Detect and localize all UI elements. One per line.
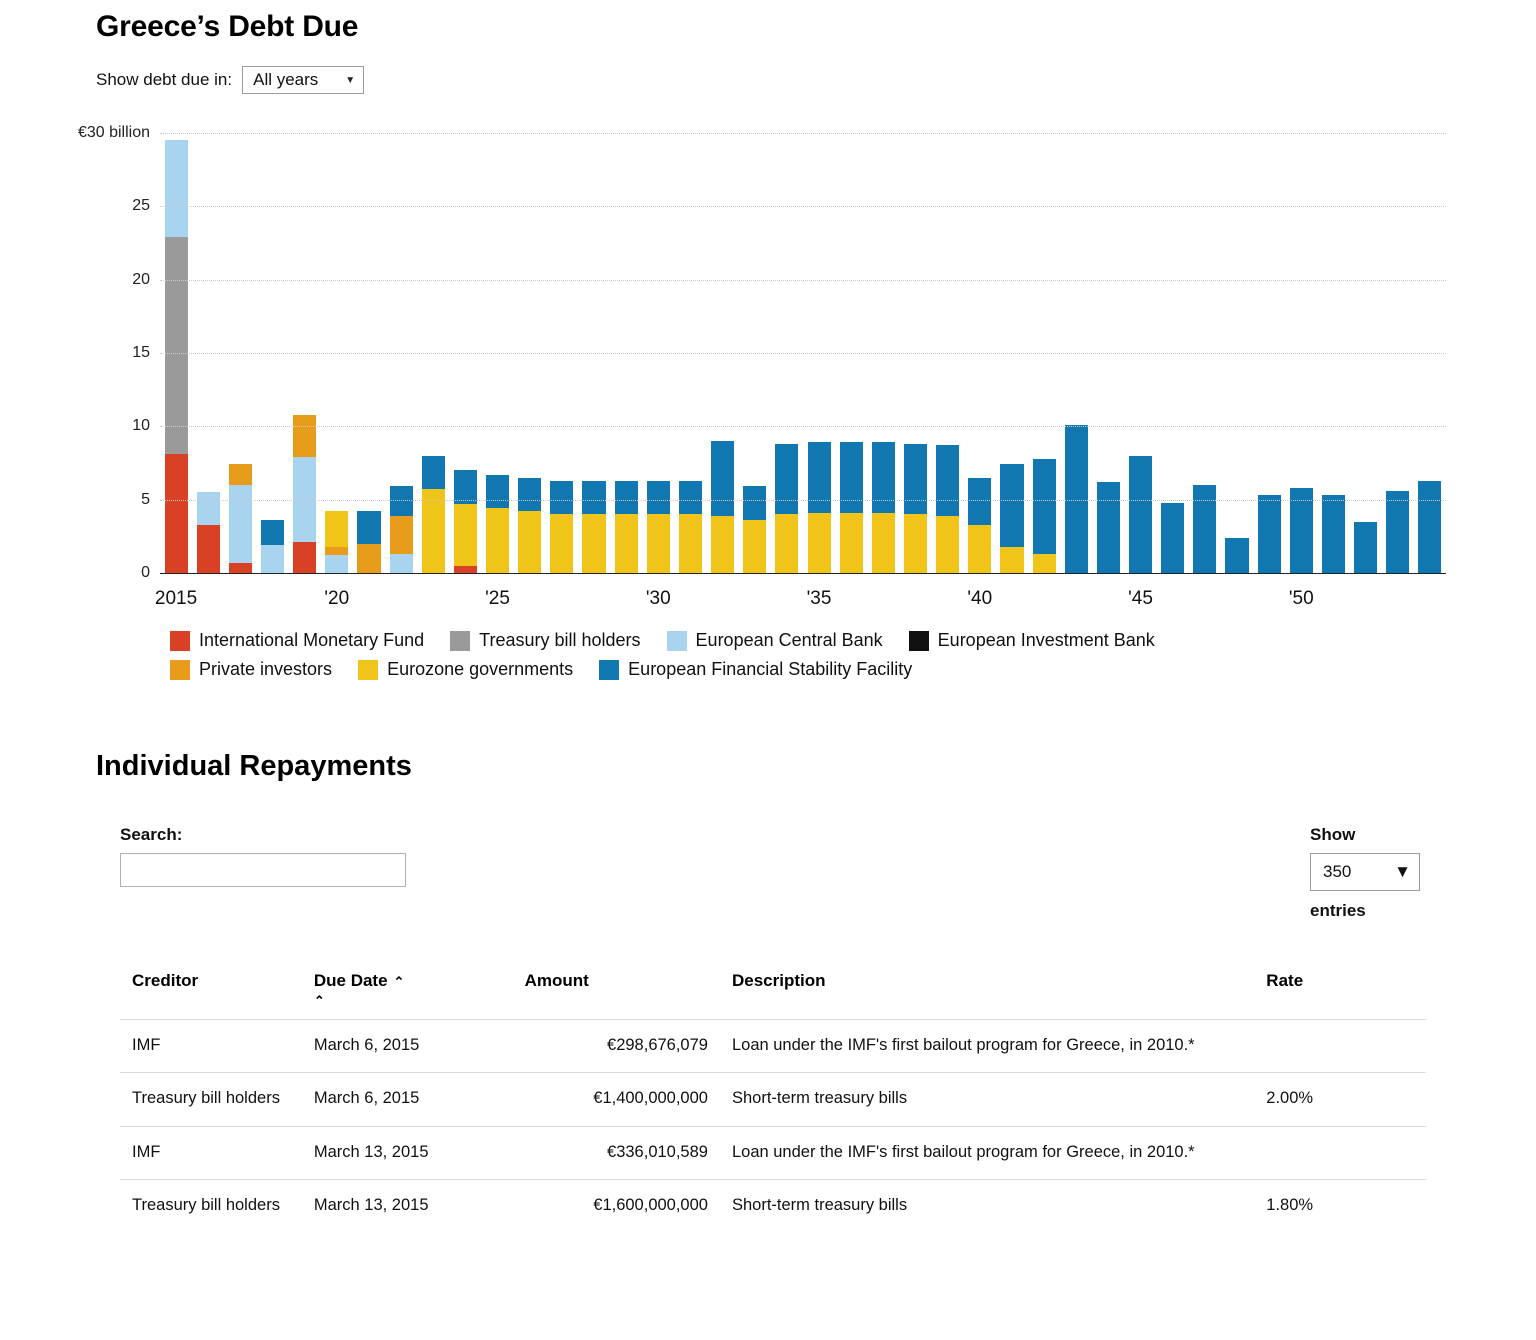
chart-bar[interactable] bbox=[711, 441, 734, 573]
chart-bar[interactable] bbox=[1354, 522, 1377, 573]
chevron-down-icon: ▼ bbox=[1394, 862, 1411, 881]
chart-y-tick-label: €30 billion bbox=[77, 124, 150, 141]
cell-amount: €336,010,589 bbox=[513, 1126, 720, 1179]
chart-bar-segment bbox=[711, 516, 734, 573]
legend-item[interactable] bbox=[170, 659, 332, 680]
chart-filter-row bbox=[96, 66, 364, 94]
chart-bar-segment bbox=[936, 516, 959, 573]
chart-bar[interactable] bbox=[775, 444, 798, 573]
chart-bar-segment bbox=[1033, 459, 1056, 554]
chart-bar[interactable] bbox=[261, 520, 284, 573]
chart-bar[interactable] bbox=[1000, 464, 1023, 573]
show-label: Show bbox=[1310, 825, 1356, 844]
cell-due-date: March 6, 2015 bbox=[302, 1073, 513, 1126]
chart-bar-segment bbox=[872, 513, 895, 573]
chart-y-tick-label: 5 bbox=[141, 490, 150, 508]
chart-gridline bbox=[160, 500, 1446, 501]
chart-y-tick-label: 0 bbox=[141, 564, 150, 581]
chart-bar[interactable] bbox=[679, 481, 702, 573]
chart-bar-segment bbox=[454, 566, 477, 573]
search-block bbox=[120, 825, 406, 887]
chart-bar-segment bbox=[518, 511, 541, 573]
chart-bar[interactable] bbox=[968, 478, 991, 573]
cell-amount: €1,600,000,000 bbox=[513, 1179, 720, 1232]
chart-bar[interactable] bbox=[1129, 456, 1152, 573]
chart-bar-segment bbox=[840, 513, 863, 573]
chart-x-tick-label: '45 bbox=[1128, 588, 1153, 609]
chart-bar[interactable] bbox=[840, 442, 863, 573]
column-header-rate[interactable] bbox=[1254, 965, 1426, 1020]
chart-bar-segment bbox=[1258, 495, 1281, 573]
year-filter-select[interactable] bbox=[242, 66, 364, 94]
chart-bar[interactable] bbox=[325, 511, 348, 573]
chart-bar[interactable] bbox=[486, 475, 509, 573]
cell-due-date: March 13, 2015 bbox=[302, 1126, 513, 1179]
chart-bar-segment bbox=[1322, 495, 1345, 573]
chart-x-tick-label: '20 bbox=[324, 588, 350, 609]
chart-y-tick-label: 20 bbox=[132, 270, 150, 288]
cell-description: Short-term treasury bills bbox=[720, 1073, 1254, 1126]
legend-item[interactable] bbox=[450, 630, 640, 651]
chart-y-tick-label: 15 bbox=[132, 344, 150, 361]
chart-bar[interactable] bbox=[1033, 459, 1056, 573]
chart-bar-segment bbox=[808, 442, 831, 512]
chart-bar[interactable] bbox=[936, 445, 959, 573]
chart-bar[interactable] bbox=[647, 481, 670, 573]
chart-gridline bbox=[160, 280, 1446, 281]
chart-bar-segment bbox=[615, 514, 638, 573]
cell-rate bbox=[1254, 1020, 1426, 1073]
chart-bar-segment bbox=[454, 504, 477, 566]
chart-bar-segment bbox=[229, 563, 252, 573]
column-header-due-date[interactable] bbox=[302, 965, 513, 1020]
chart-bar-segment bbox=[743, 486, 766, 520]
legend-row bbox=[170, 659, 1470, 680]
chart-bar-segment bbox=[582, 481, 605, 515]
chart-bar[interactable] bbox=[357, 511, 380, 573]
chart-bar[interactable] bbox=[1386, 491, 1409, 573]
legend-item[interactable] bbox=[358, 659, 573, 680]
chart-bar-segment bbox=[1129, 456, 1152, 573]
chart-bar-segment bbox=[390, 516, 413, 554]
chart-bar-segment bbox=[1000, 547, 1023, 573]
chart-bar-segment bbox=[325, 511, 348, 546]
table-row[interactable] bbox=[120, 1126, 1426, 1179]
chart-bar[interactable] bbox=[1418, 481, 1441, 573]
page-title: Greece’s Debt Due bbox=[96, 10, 359, 43]
chart-bar-segment bbox=[775, 514, 798, 573]
chart-bar[interactable] bbox=[197, 492, 220, 573]
chart-bar-segment bbox=[325, 547, 348, 556]
chart-bar-segment bbox=[357, 544, 380, 573]
chart-bar-segment bbox=[518, 478, 541, 512]
chart-bar[interactable] bbox=[293, 415, 316, 573]
entries-label: entries bbox=[1310, 901, 1366, 920]
chart-bar-segment bbox=[1290, 488, 1313, 573]
table-row[interactable] bbox=[120, 1179, 1426, 1232]
legend-label: Eurozone governments bbox=[387, 659, 574, 679]
chart-bar-segment bbox=[775, 444, 798, 514]
chart-bar-segment bbox=[486, 475, 509, 509]
cell-creditor: IMF bbox=[120, 1020, 302, 1073]
cell-rate: 2.00% bbox=[1254, 1073, 1426, 1126]
search-input[interactable] bbox=[120, 853, 406, 887]
repayments-table bbox=[120, 965, 1426, 1232]
legend-swatch bbox=[170, 631, 190, 651]
year-filter-value: All years bbox=[253, 70, 319, 89]
chart-bar-segment bbox=[325, 555, 348, 573]
chart-bar-segment bbox=[647, 481, 670, 515]
chart-bar-segment bbox=[390, 486, 413, 515]
chart-x-tick-label: '50 bbox=[1288, 588, 1314, 609]
chart-gridline bbox=[160, 353, 1446, 354]
column-header-due-date-label: Due Date bbox=[313, 971, 388, 990]
chart-bar-segment bbox=[872, 442, 895, 512]
legend-item[interactable] bbox=[170, 630, 424, 651]
chart-bar-segment bbox=[422, 489, 445, 573]
chart-bar-segment bbox=[743, 520, 766, 573]
legend-swatch bbox=[599, 660, 619, 680]
filter-label: Show debt due in: bbox=[96, 70, 233, 89]
cell-amount: €298,676,079 bbox=[513, 1020, 720, 1073]
cell-creditor: IMF bbox=[120, 1126, 302, 1179]
table-row[interactable] bbox=[120, 1020, 1426, 1073]
legend-label: Private investors bbox=[199, 659, 333, 679]
chart-bar-segment bbox=[1000, 464, 1023, 546]
chart-bar[interactable] bbox=[550, 481, 573, 573]
chart-x-tick-label: '25 bbox=[485, 588, 510, 609]
cell-due-date: March 13, 2015 bbox=[302, 1179, 513, 1232]
cell-creditor: Treasury bill holders bbox=[120, 1073, 302, 1126]
chart-bar-segment bbox=[1418, 481, 1441, 573]
chevron-down-icon: ▼ bbox=[345, 74, 356, 86]
cell-description: Short-term treasury bills bbox=[720, 1179, 1254, 1232]
chart-bar-segment bbox=[165, 454, 188, 573]
chart-bar-segment bbox=[679, 481, 702, 515]
chart-bar-segment bbox=[1354, 522, 1377, 573]
table-header-row bbox=[120, 965, 1426, 1020]
chart-bar-segment bbox=[582, 514, 605, 573]
column-header-amount-label: Amount bbox=[524, 971, 589, 990]
legend-label: European Investment Bank bbox=[937, 630, 1155, 650]
chart-bar-segment bbox=[968, 478, 991, 525]
chart-bar-segment bbox=[1193, 485, 1216, 573]
sort-ascending-icon: ⌃ bbox=[393, 974, 405, 989]
chart-bar-segment bbox=[422, 456, 445, 490]
chart-bar-segment bbox=[357, 511, 380, 543]
sort-ascending-icon-secondary: ⌃ bbox=[313, 993, 325, 1008]
chart-bar-segment bbox=[550, 514, 573, 573]
chart-bar-segment bbox=[904, 514, 927, 573]
chart-bar-segment bbox=[679, 514, 702, 573]
chart-bar[interactable] bbox=[1258, 495, 1281, 573]
debt-chart bbox=[0, 118, 1536, 618]
chart-bar[interactable] bbox=[872, 442, 895, 573]
legend-item[interactable] bbox=[909, 630, 1155, 651]
chart-bar-segment bbox=[1225, 538, 1248, 573]
column-header-creditor-label: Creditor bbox=[132, 971, 199, 990]
legend-row bbox=[170, 630, 1470, 651]
chart-plot-area bbox=[160, 133, 1446, 573]
chart-x-axis bbox=[154, 580, 1446, 620]
cell-rate: 1.80% bbox=[1254, 1179, 1426, 1232]
chart-bar-segment bbox=[647, 514, 670, 573]
legend-swatch bbox=[667, 631, 687, 651]
chart-bar[interactable] bbox=[165, 140, 188, 573]
legend-item[interactable] bbox=[599, 659, 912, 680]
legend-label: European Financial Stability Facility bbox=[628, 659, 913, 679]
chart-x-axis-line bbox=[160, 573, 1446, 574]
chart-bar-segment bbox=[390, 554, 413, 573]
legend-label: European Central Bank bbox=[695, 630, 883, 650]
chart-bar[interactable] bbox=[454, 470, 477, 573]
chart-bar-segment bbox=[904, 444, 927, 514]
chart-bar-segment bbox=[615, 481, 638, 515]
chart-x-tick-label: 2015 bbox=[154, 588, 198, 609]
chart-bar-segment bbox=[197, 525, 220, 573]
entries-count-value: 350 bbox=[1323, 862, 1352, 881]
chart-bar[interactable] bbox=[615, 481, 638, 573]
chart-bar[interactable] bbox=[1322, 495, 1345, 573]
legend-item[interactable] bbox=[667, 630, 883, 651]
chart-bar[interactable] bbox=[518, 478, 541, 573]
chart-bar-segment bbox=[197, 492, 220, 524]
show-entries-block bbox=[1310, 825, 1510, 921]
chart-bar[interactable] bbox=[229, 464, 252, 573]
chart-bar-segment bbox=[261, 520, 284, 545]
chart-bar[interactable] bbox=[1161, 503, 1184, 573]
chart-bar-segment bbox=[293, 542, 316, 573]
chart-gridline bbox=[160, 133, 1446, 134]
column-header-description[interactable] bbox=[720, 965, 1254, 1020]
chart-bar[interactable] bbox=[1097, 482, 1120, 573]
chart-bar-segment bbox=[711, 441, 734, 516]
chart-bar-segment bbox=[261, 545, 284, 573]
legend-swatch bbox=[358, 660, 378, 680]
chart-y-tick-label: 10 bbox=[132, 417, 150, 435]
chart-bar-segment bbox=[1386, 491, 1409, 573]
chart-bar[interactable] bbox=[904, 444, 927, 573]
chart-bar[interactable] bbox=[582, 481, 605, 573]
chart-x-tick-label: '35 bbox=[806, 588, 832, 609]
cell-description: Loan under the IMF's first bailout program for Greece, in 2010.* bbox=[720, 1126, 1254, 1179]
cell-rate bbox=[1254, 1126, 1426, 1179]
cell-creditor: Treasury bill holders bbox=[120, 1179, 302, 1232]
chart-x-tick-label: '30 bbox=[645, 588, 671, 609]
column-header-description-label: Description bbox=[731, 971, 826, 990]
chart-bar-segment bbox=[229, 464, 252, 485]
chart-x-tick-label: '40 bbox=[967, 588, 993, 609]
chart-gridline bbox=[160, 426, 1446, 427]
entries-count-select[interactable] bbox=[1310, 853, 1420, 891]
chart-bar-segment bbox=[808, 513, 831, 573]
chart-bar[interactable] bbox=[422, 456, 445, 573]
cell-due-date: March 6, 2015 bbox=[302, 1020, 513, 1073]
chart-bar-segment bbox=[165, 237, 188, 454]
chart-bar-segment bbox=[1097, 482, 1120, 573]
cell-amount: €1,400,000,000 bbox=[513, 1073, 720, 1126]
legend-label: International Monetary Fund bbox=[199, 630, 425, 650]
section-title: Individual Repayments bbox=[96, 750, 412, 782]
column-header-amount[interactable] bbox=[513, 965, 720, 1020]
chart-bar-segment bbox=[165, 140, 188, 237]
chart-legend bbox=[170, 630, 1470, 688]
chart-bar[interactable] bbox=[1193, 485, 1216, 573]
column-header-creditor[interactable] bbox=[120, 965, 302, 1020]
column-header-rate-label: Rate bbox=[1266, 971, 1304, 990]
legend-swatch bbox=[909, 631, 929, 651]
chart-bar-segment bbox=[936, 445, 959, 515]
chart-bar-segment bbox=[1161, 503, 1184, 573]
chart-bar[interactable] bbox=[1225, 538, 1248, 573]
chart-bar-segment bbox=[486, 508, 509, 573]
cell-description: Loan under the IMF's first bailout program for Greece, in 2010.* bbox=[720, 1020, 1254, 1073]
search-label: Search: bbox=[120, 825, 183, 844]
chart-bar-segment bbox=[293, 415, 316, 458]
legend-label: Treasury bill holders bbox=[479, 630, 641, 650]
legend-swatch bbox=[450, 631, 470, 651]
chart-bar-segment bbox=[229, 485, 252, 563]
chart-bar-segment bbox=[550, 481, 573, 515]
chart-bar-segment bbox=[840, 442, 863, 512]
chart-bar[interactable] bbox=[808, 442, 831, 573]
legend-swatch bbox=[170, 660, 190, 680]
chart-gridline bbox=[160, 206, 1446, 207]
chart-bar[interactable] bbox=[1290, 488, 1313, 573]
chart-y-tick-label: 25 bbox=[132, 197, 150, 215]
chart-bar-segment bbox=[1033, 554, 1056, 573]
table-row[interactable] bbox=[120, 1073, 1426, 1126]
chart-bar-segment bbox=[968, 525, 991, 573]
